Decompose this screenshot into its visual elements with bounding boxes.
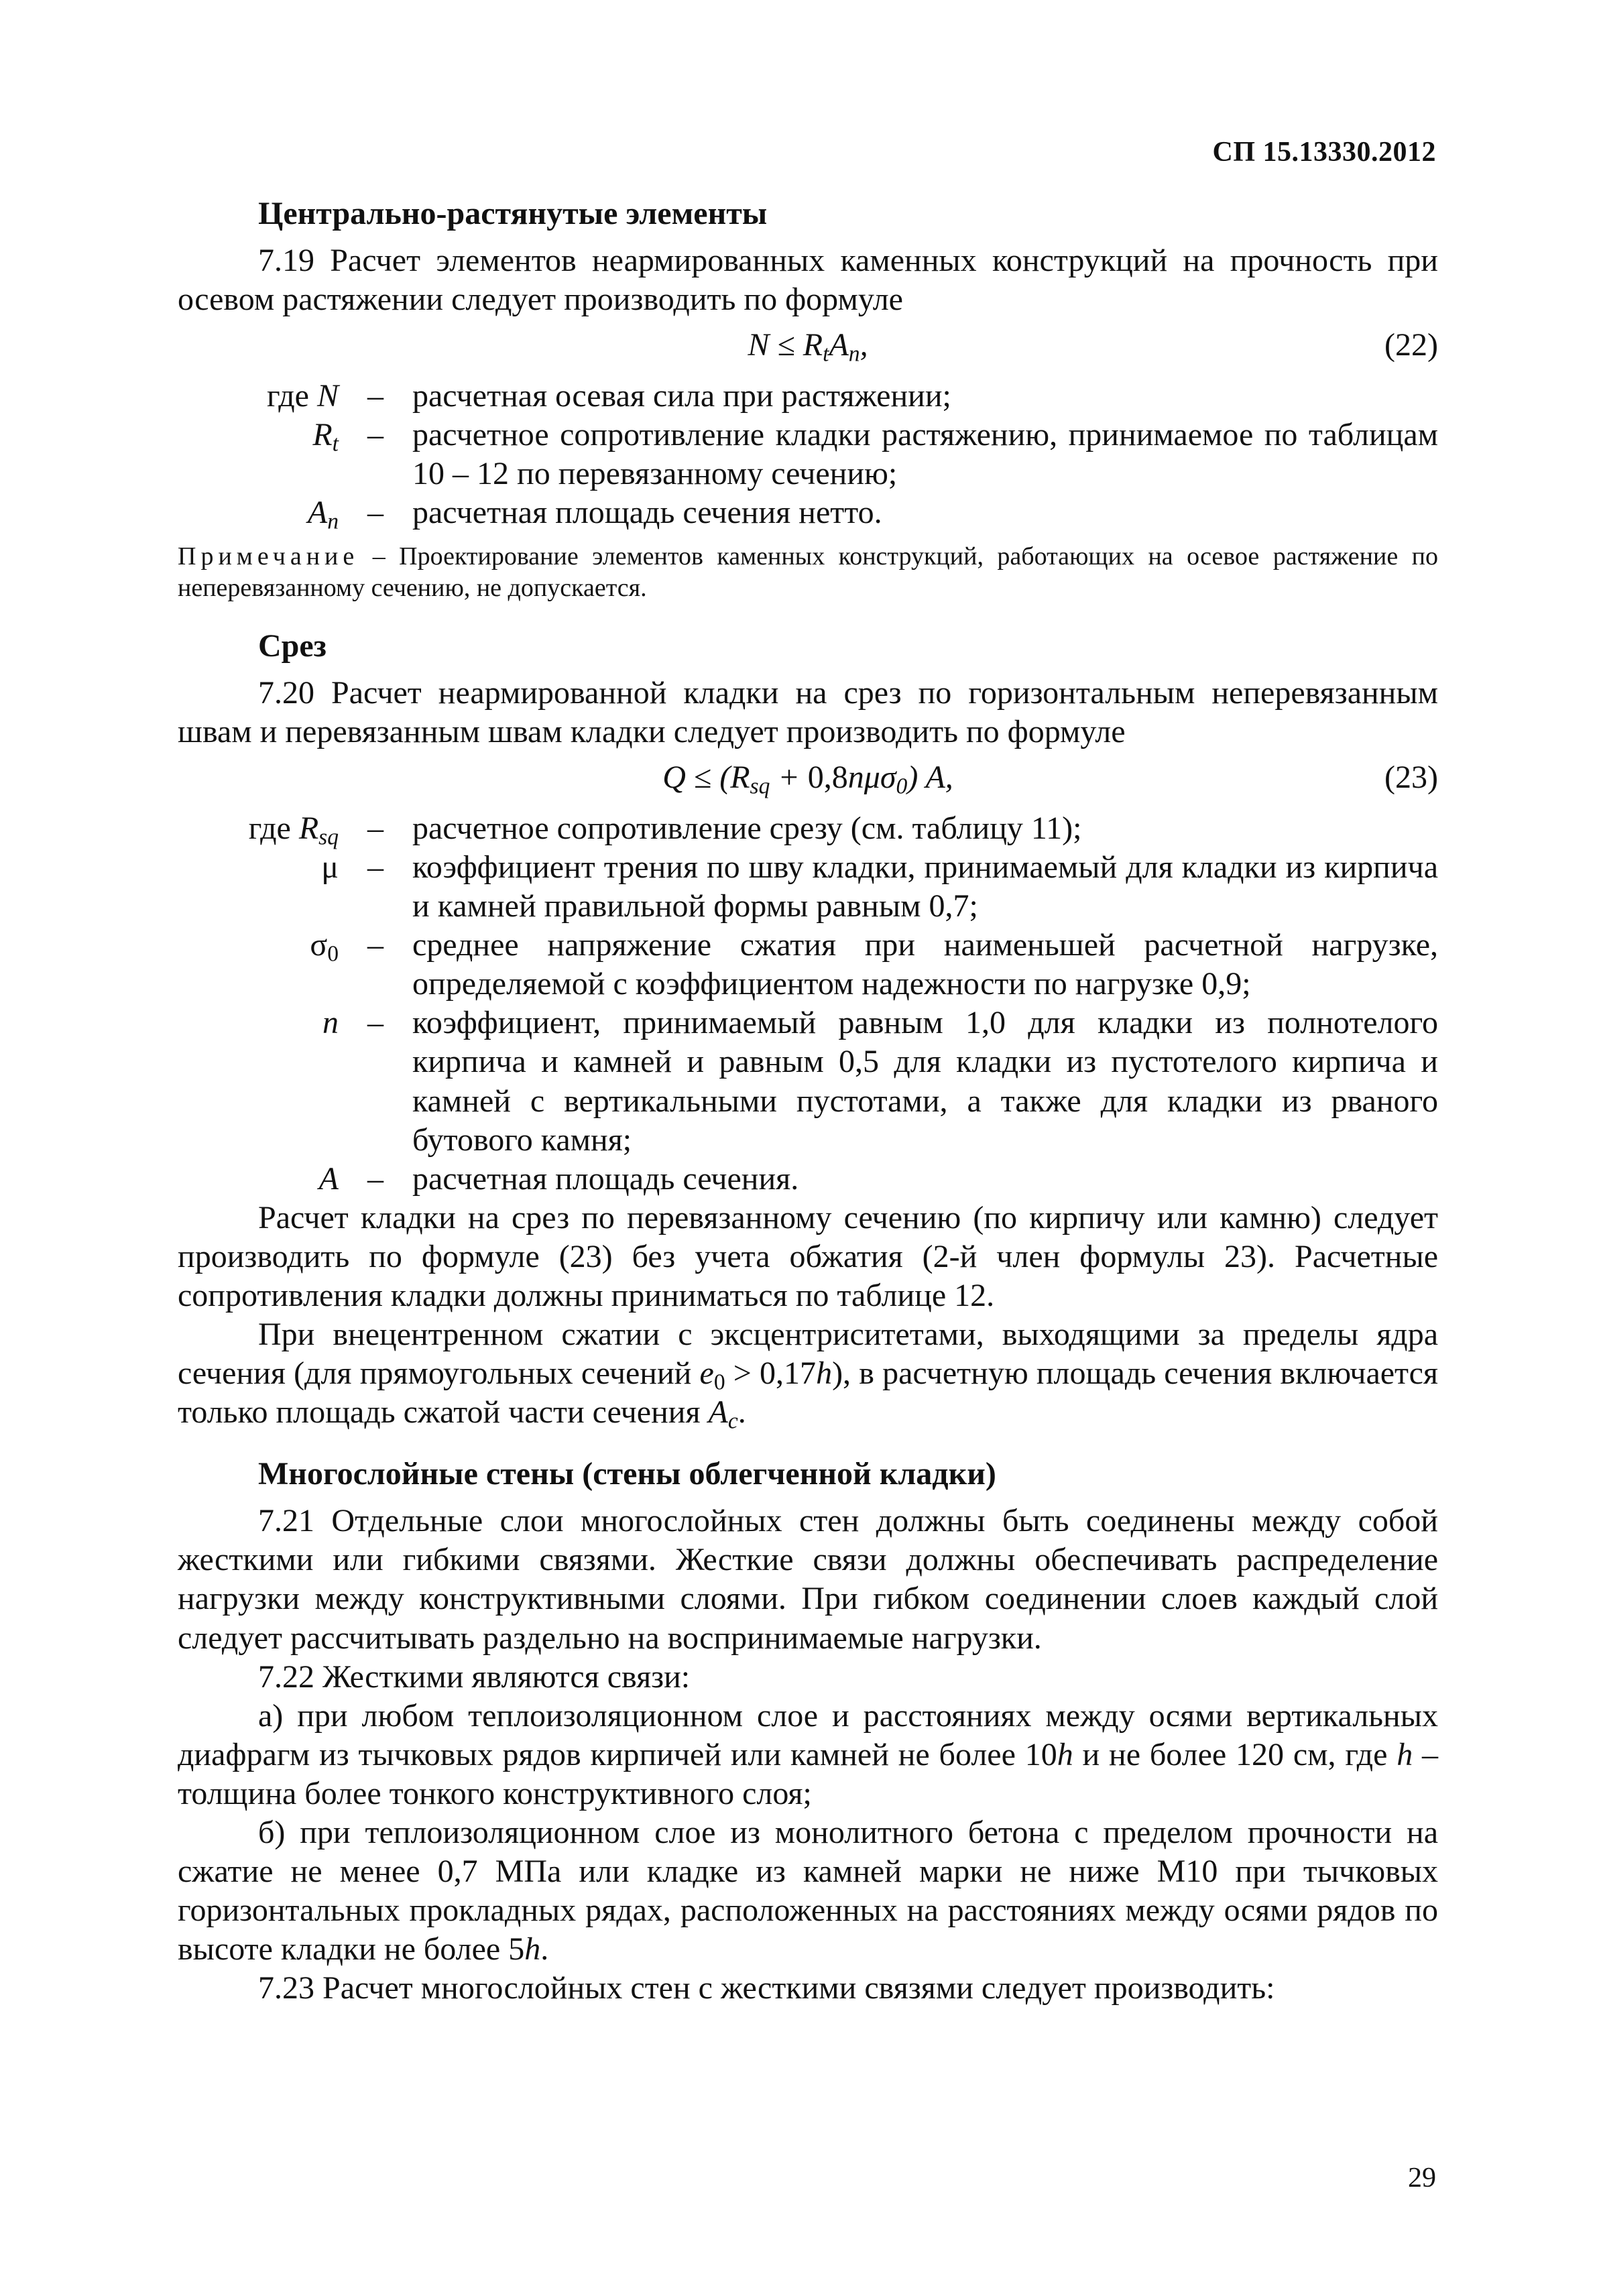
section-heading-shear: Срез (258, 627, 327, 664)
paragraph-7-22: 7.22 Жесткими являются связи: (258, 1658, 691, 1695)
page-content (178, 194, 1438, 2008)
paragraph-7-23: 7.23 Расчет многослойных стен с жесткими связями следует производить: (258, 1970, 1275, 2006)
paragraph-7-20: 7.20 Расчет неармированной кладки на срез по горизонтальным неперевязанным швам и перевязанным швам кладки следует производить по формуле (178, 674, 1438, 749)
definition-row: $R_t$ – расчетное сопротивление кладки растяжению, принимаемое по таблицам 10 – 12 по перевязанному сечению; (312, 417, 1438, 492)
section-heading-tension: Центрально-растянутые элементы (258, 196, 768, 231)
note (178, 541, 1438, 604)
definition-row: A – расчетная площадь сечения. (318, 1160, 799, 1197)
paragraph-7-22-b: б) при теплоизоляционном слое из монолитного бетона с пределом прочности на сжатие не менее 0,7 МПа или кладке из камней марки не ниже М10 при тычковых горизонтальных прокладных рядах, расположенных на расстояниях между осями рядов по высоте кладки не более 5h. (178, 1814, 1438, 1968)
definition-row: $\sigma_0$ – среднее напряжение сжатия при наименьшей расчетной нагрузке, определяемой с коэффициентом надежности по нагрузке 0,9; (310, 927, 1438, 1002)
document-code: СП 15.13330.2012 (1212, 137, 1436, 168)
paragraph-7-22-a: а) при любом теплоизоляционном слое и расстояниях между осями вертикальных диафрагм из тычковых рядов кирпичей или камней не более 10h и не более 120 см, где h – толщина более тонкого конструктивного слоя; (178, 1697, 1439, 1811)
note-label: Примечание (178, 542, 359, 570)
paragraph-shear-bonded: Расчет кладки на срез по перевязанному сечению (по кирпичу или камню) следует производить по формуле (23) без учета обжатия (2-й член формулы 23). Расчетные сопротивления кладки должны приниматься по таблице 12. (178, 1199, 1438, 1313)
formula-number: (23) (1384, 760, 1438, 795)
paragraph-7-19: 7.19 Расчет элементов неармированных каменных конструкций на прочность при осевом растяжении следует производить по формуле (178, 243, 1438, 318)
formula-number: (22) (1384, 327, 1438, 363)
section-heading-multilayer: Многослойные стены (стены облегченной кладки) (258, 1456, 996, 1492)
formula-23: $Q \le (R_{sq} + 0,8n\mu\sigma_0)$ A, (23) (662, 760, 1438, 799)
definition-row: где N – расчетная осевая сила при растяжении; (266, 378, 951, 414)
paragraph-7-21: 7.21 Отдельные слои многослойных стен должны быть соединены между собой жесткими или гибкими связями. Жесткие связи должны обеспечивать распределение нагрузки между конструктивными слоями. При гибком соединении слоев каждый слой следует рассчитывать раздельно на воспринимаемые нагрузки. (178, 1503, 1438, 1656)
definitions-23 (178, 809, 1438, 1199)
definition-row: где $R_{sq}$ – расчетное сопротивление срезу (см. таблицу 11); (248, 810, 1082, 850)
formula-22: $N \le R_tA_n$, (22) (748, 327, 1438, 367)
definition-row: n – коэффициент, принимаемый равным 1,0 для кладки из полнотелого кирпича и камней и равным 0,5 для кладки из пустотелого кирпича и камней с вертикальными пустотами, а также для кладки из рваного бутового камня; (322, 1005, 1438, 1158)
definition-row: μ – коэффициент трения по шву кладки, принимаемый для кладки из кирпича и камней правильной формы равным 0,7; (321, 849, 1438, 924)
page-number: 29 (1408, 2163, 1436, 2193)
paragraph-eccentric: При внецентренном сжатии с эксцентриситетами, выходящими за пределы ядра сечения (для прямоугольных сечений $e_0 > 0,17h$), в расчетную площадь сечения включается только площадь сжатой части сечения $A_c$. (178, 1317, 1439, 1434)
definition-row: $A_n$ – расчетная площадь сечения нетто. (307, 495, 882, 534)
note-text: – Проектирование элементов каменных конструкций, работающих на осевое растяжение по неперевязанному сечению, не допускается. (178, 542, 1438, 602)
definitions-22 (178, 377, 1438, 532)
